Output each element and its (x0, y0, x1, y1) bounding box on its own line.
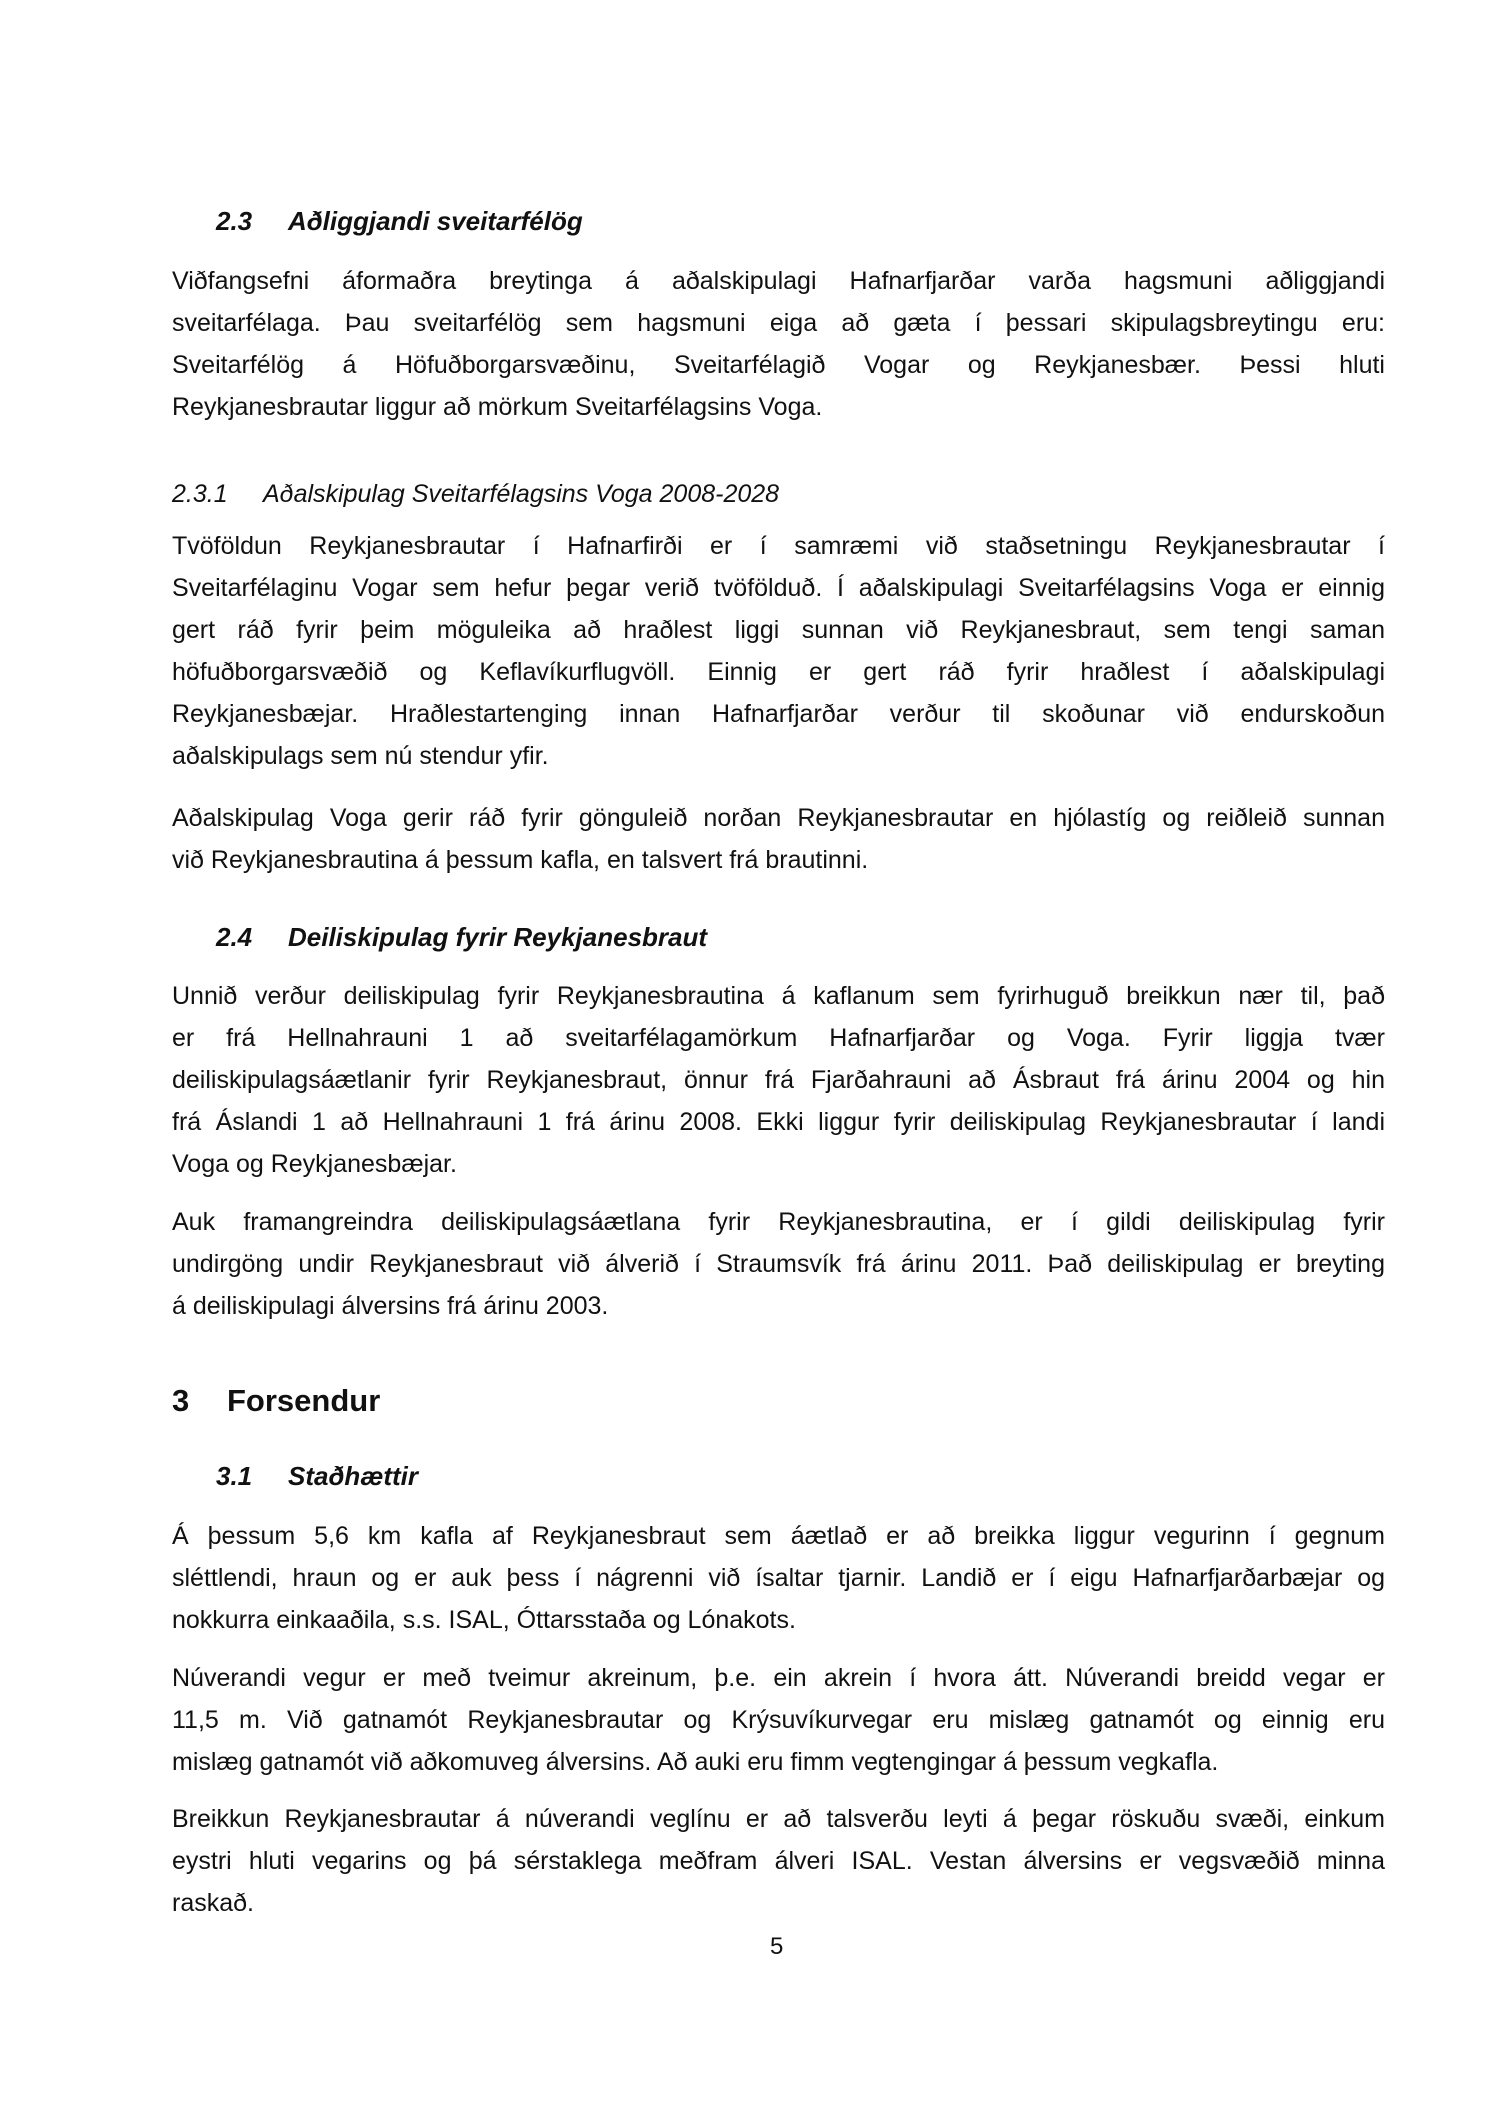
heading-3-1 (216, 1458, 418, 1494)
text-line: Tvöföldun Reykjanesbrautar í Hafnarfirði er í samræmi við staðsetningu Reykjanesbrautar í (172, 532, 1385, 560)
heading-3 (172, 1381, 381, 1421)
paragraph (172, 1798, 1385, 1924)
section-number: 2.4 (216, 922, 253, 952)
text-line: er frá Hellnahrauni 1 að sveitarfélagamörkum Hafnarfjarðar og Voga. Fyrir liggja tvær (172, 1024, 1385, 1052)
text-line: eystri hluti vegarins og þá sérstaklega meðfram álveri ISAL. Vestan álversins er vegsvæðið minna (172, 1847, 1385, 1875)
paragraph (172, 975, 1385, 1185)
section-number: 2.3.1 (172, 480, 228, 508)
text-line: við Reykjanesbrautina á þessum kafla, en talsvert frá brautinni. (172, 846, 869, 874)
text-line: aðalskipulags sem nú stendur yfir. (172, 742, 549, 770)
text-line: undirgöng undir Reykjanesbraut við álverið í Straumsvík frá árinu 2011. Það deiliskipulag er breyting (172, 1250, 1385, 1278)
paragraph (172, 1201, 1385, 1327)
text-line: gert ráð fyrir þeim möguleika að hraðlest liggi sunnan við Reykjanesbraut, sem tengi saman (172, 616, 1385, 644)
page-number: 5 (770, 1933, 784, 1960)
heading-2-4 (216, 919, 708, 955)
section-number: 3.1 (216, 1461, 253, 1491)
text-line: Sveitarfélaginu Vogar sem hefur þegar verið tvöfölduð. Í aðalskipulagi Sveitarfélagsins Voga er einnig (172, 574, 1385, 602)
paragraph (172, 260, 1385, 428)
text-line: Á þessum 5,6 km kafla af Reykjanesbraut sem áætlað er að breikka liggur vegurinn í gegnum (172, 1522, 1385, 1550)
text-line: Reykjanesbæjar. Hraðlestartenging innan Hafnarfjarðar verður til skoðunar við endurskoðun (172, 700, 1385, 728)
text-line: höfuðborgarsvæðið og Keflavíkurflugvöll. Einnig er gert ráð fyrir hraðlest í aðalskipulagi (172, 658, 1385, 686)
paragraph (172, 1515, 1385, 1641)
text-line: Reykjanesbrautar liggur að mörkum Sveitarfélagsins Voga. (172, 393, 823, 421)
paragraph (172, 797, 1385, 881)
text-line: Unnið verður deiliskipulag fyrir Reykjanesbrautina á kaflanum sem fyrirhuguð breikkun nær til, það (172, 982, 1385, 1010)
section-title: Deiliskipulag fyrir Reykjanesbraut (288, 922, 708, 952)
text-line: Sveitarfélög á Höfuðborgarsvæðinu, Sveitarfélagið Vogar og Reykjanesbær. Þessi hluti (172, 351, 1385, 379)
text-line: mislæg gatnamót við aðkomuveg álversins. Að auki eru fimm vegtengingar á þessum vegkafla. (172, 1748, 1219, 1776)
section-title: Forsendur (227, 1383, 381, 1418)
section-title: Aðliggjandi sveitarfélög (288, 206, 583, 236)
section-number: 2.3 (216, 206, 253, 236)
paragraph (172, 525, 1385, 777)
section-number: 3 (172, 1383, 190, 1418)
paragraph (172, 1657, 1385, 1783)
section-title: Aðalskipulag Sveitarfélagsins Voga 2008-2028 (263, 480, 780, 508)
text-line: deiliskipulagsáætlanir fyrir Reykjanesbraut, önnur frá Fjarðahrauni að Ásbraut frá árinu 2004 og hin (172, 1066, 1385, 1094)
text-line: Núverandi vegur er með tveimur akreinum, þ.e. ein akrein í hvora átt. Núverandi breidd vegar er (172, 1664, 1385, 1692)
text-line: Voga og Reykjanesbæjar. (172, 1150, 457, 1178)
text-line: frá Áslandi 1 að Hellnahrauni 1 frá árinu 2008. Ekki liggur fyrir deiliskipulag Reykjanesbrautar í landi (172, 1108, 1385, 1136)
text-line: Viðfangsefni áformaðra breytinga á aðalskipulagi Hafnarfjarðar varða hagsmuni aðliggjandi (172, 267, 1385, 295)
heading-2-3 (216, 203, 583, 239)
text-line: Breikkun Reykjanesbrautar á núverandi veglínu er að talsverðu leyti á þegar röskuðu svæði, einkum (172, 1805, 1385, 1833)
text-line: sléttlendi, hraun og er auk þess í nágrenni við ísaltar tjarnir. Landið er í eigu Hafnarfjarðarbæjar og (172, 1564, 1385, 1592)
text-line: 11,5 m. Við gatnamót Reykjanesbrautar og Krýsuvíkurvegar eru mislæg gatnamót og einnig eru (172, 1706, 1385, 1734)
text-line: Auk framangreindra deiliskipulagsáætlana fyrir Reykjanesbrautina, er í gildi deiliskipulag fyrir (172, 1208, 1385, 1236)
heading-2-3-1 (172, 476, 780, 512)
section-title: Staðhættir (288, 1461, 418, 1491)
text-line: raskað. (172, 1889, 254, 1917)
text-line: nokkurra einkaaðila, s.s. ISAL, Óttarsstaða og Lónakots. (172, 1606, 796, 1634)
text-line: sveitarfélaga. Þau sveitarfélög sem hagsmuni eiga að gæta í þessari skipulagsbreytingu eru: (172, 309, 1385, 337)
text-line: á deiliskipulagi álversins frá árinu 2003. (172, 1292, 609, 1320)
text-line: Aðalskipulag Voga gerir ráð fyrir gönguleið norðan Reykjanesbrautar en hjólastíg og reiðleið sunnan (172, 804, 1385, 832)
